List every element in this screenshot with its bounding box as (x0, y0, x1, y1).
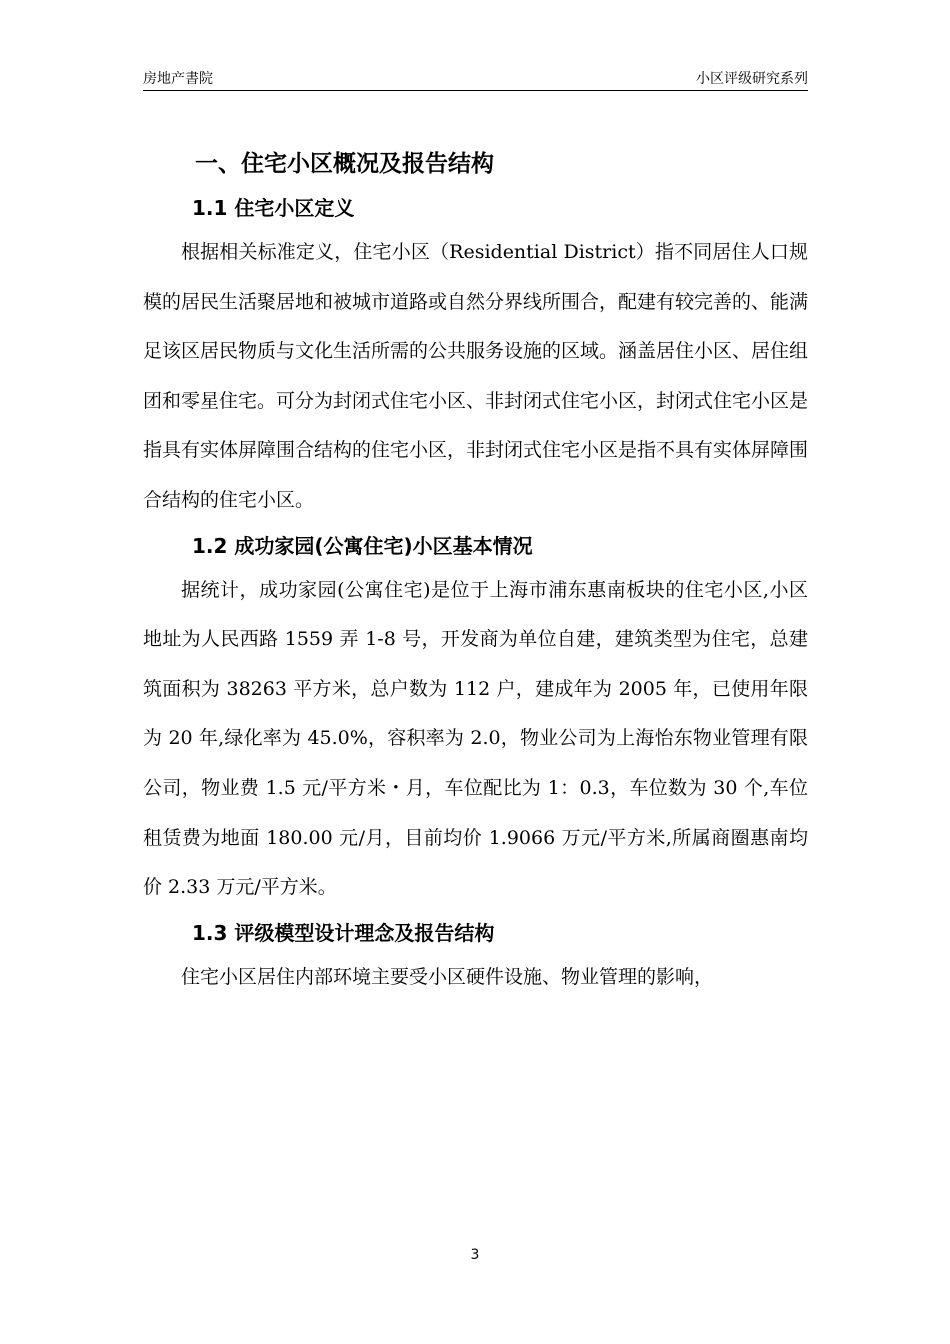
header-publisher: 房地产書院 (143, 71, 213, 87)
chapter-title: 一、住宅小区概况及报告结构 (195, 151, 494, 177)
document-body (143, 140, 808, 1002)
section-paragraph-1-1: 根据相关标准定义，住宅小区（Residential District）指不同居住人口规模的居民生活聚居地和被城市道路或自然分界线所围合，配建有较完善的、能满足该区居民物质与文化生活所需的公共服务设施的区域。涵盖居住小区、居住组团和零星住宅。可分为封闭式住宅小区、非封闭式住宅小区，封闭式住宅小区是指具有实体屏障围合结构的住宅小区，非封闭式住宅小区是指不具有实体屏障围合结构的住宅小区。 (143, 241, 809, 511)
section-heading-1-2: 1.2 成功家园(公寓住宅)小区基本情况 (192, 533, 533, 558)
page-number: 3 (470, 1247, 480, 1263)
section-heading-1-1: 1.1 住宅小区定义 (192, 196, 355, 220)
section-paragraph-1-2: 据统计，成功家园(公寓住宅)是位于上海市浦东惠南板块的住宅小区,小区地址为人民西路 1559 弄 1-8 号，开发商为单位自建，建筑类型为住宅，总建筑面积为 38263 平方米，总户数为 112 户，建成年为 2005 年，已使用年限为 20 年,绿化率为 45.0%，容积率为 2.0，物业公司为上海怡东物业管理有限公司，物业费 1.5 元/平方米・月，车位配比为 1：0.3，车位数为 30 个,车位租赁费为地面 180.00 元/月，目前均价 1.9066 万元/平方米,所属商圈惠南均价 2.33 万元/平方米。 (143, 578, 808, 899)
section-paragraph-1-3: 住宅小区居住内部环境主要受小区硬件设施、物业管理的影响， (181, 965, 714, 988)
section-heading-1-3: 1.3 评级模型设计理念及报告结构 (192, 920, 495, 945)
header-series-title: 小区评级研究系列 (696, 71, 808, 87)
page-header (143, 62, 808, 91)
